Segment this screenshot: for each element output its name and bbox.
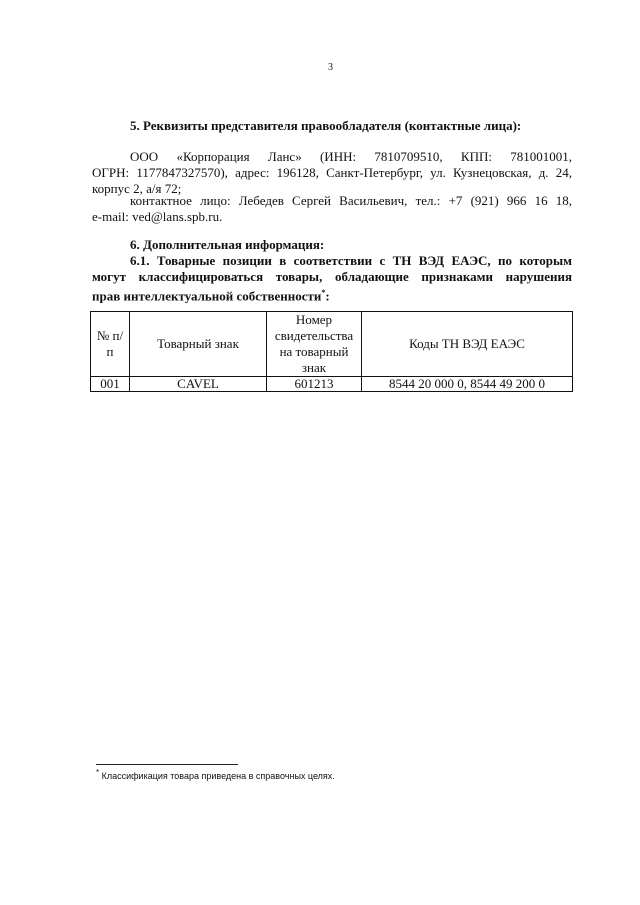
header-trademark: Товарный знак xyxy=(130,312,267,377)
sub-line-2: могут классифицироваться товары, обладающие признаками нарушения xyxy=(92,269,572,284)
section-5-title: 5. Реквизиты представителя правообладателя (контактные лица): xyxy=(130,118,522,133)
section-5-organization xyxy=(92,149,572,197)
header-codes: Коды ТН ВЭД ЕАЭС xyxy=(362,312,573,377)
cell-certificate: 601213 xyxy=(267,377,362,392)
org-line-1: ООО «Корпорация Ланс» (ИНН: 7810709510, КПП: 781001001, xyxy=(130,149,572,164)
table-header-row xyxy=(91,312,573,377)
cell-codes: 8544 20 000 0, 8544 49 200 0 xyxy=(362,377,573,392)
footnote-divider xyxy=(96,764,238,765)
sub-line-1: 6.1. Товарные позиции в соответствии с ТН ВЭД ЕАЭС, по которым xyxy=(130,253,572,268)
section-6-title: 6. Дополнительная информация: xyxy=(130,237,325,252)
footnote-text: Классификация товара приведена в справочных целях. xyxy=(99,771,335,781)
org-line-3: корпус 2, а/я 72; xyxy=(92,181,182,196)
contact-line-2: e-mail: ved@lans.spb.ru. xyxy=(92,209,223,224)
sub-line-3-colon: : xyxy=(325,288,330,304)
org-line-2: ОГРН: 1177847327570), адрес: 196128, Санкт-Петербург, ул. Кузнецовская, д. 24, xyxy=(92,165,572,180)
sub-line-3 xyxy=(92,285,572,304)
cell-trademark: CAVEL xyxy=(130,377,267,392)
page-number: 3 xyxy=(328,62,333,73)
tnved-codes-table xyxy=(90,311,573,392)
section-6-1-text xyxy=(92,253,572,304)
section-5-contact xyxy=(92,193,572,225)
header-certificate: Номер свидетельства на товарный знак xyxy=(267,312,362,377)
footnote-reference-mark: * xyxy=(321,288,326,297)
sub-line-3-text: прав интеллектуальной собственности xyxy=(92,288,322,304)
footnote-mark: * xyxy=(96,768,100,777)
contact-line-1: контактное лицо: Лебедев Сергей Васильевич, тел.: +7 (921) 966 16 18, xyxy=(130,193,572,208)
table-row xyxy=(91,377,573,392)
footnote xyxy=(96,768,335,781)
cell-number: 001 xyxy=(91,377,130,392)
header-number: № п/п xyxy=(91,312,130,377)
